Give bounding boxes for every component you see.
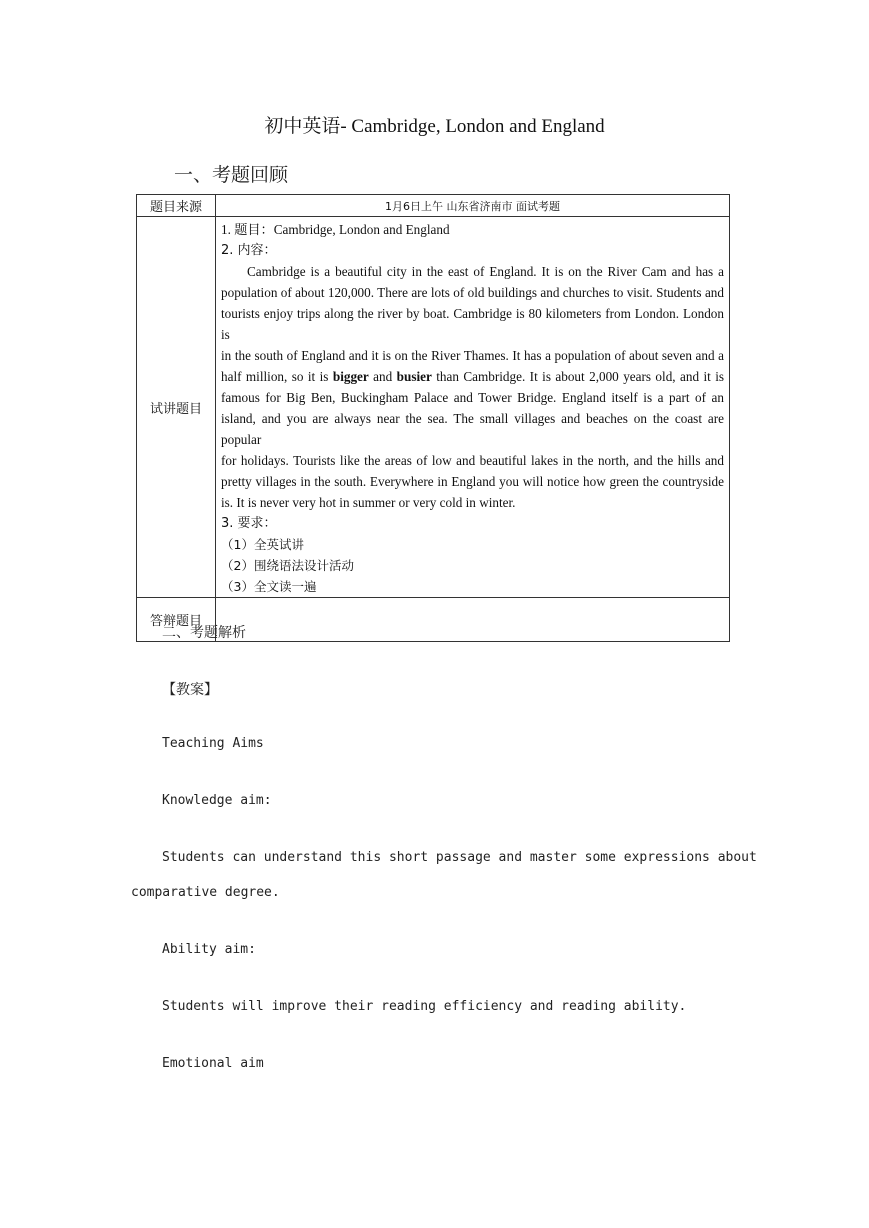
exam-question-table — [136, 194, 730, 642]
ability-aim-text: Students will improve their reading efficiency and reading ability. — [162, 999, 687, 1014]
passage-text: than Cambridge. It is about 2,000 years old, and it is — [431, 369, 725, 384]
requirement-item: （2）围绕语法设计活动 — [221, 558, 354, 573]
passage-line: population of about 120,000. There are lots of old buildings and churches to visit. Students and — [221, 285, 724, 300]
table-row-source — [137, 195, 730, 217]
defense-label: 答辩题目 — [137, 598, 216, 642]
content-label: 2. 内容： — [221, 243, 277, 258]
requirements-label: 3. 要求： — [221, 516, 277, 531]
ability-aim-heading: Ability aim: — [162, 942, 256, 957]
lecture-label: 试讲题目 — [137, 217, 216, 598]
teaching-aims-heading: Teaching Aims — [162, 736, 264, 751]
knowledge-aim-text: Students can understand this short passage and master some expressions about — [162, 850, 757, 865]
passage-text: and — [368, 369, 397, 384]
passage-line: Cambridge is a beautiful city in the east of England. It is on the River Cam and has a — [247, 264, 724, 279]
requirement-item: （1）全英试讲 — [221, 537, 304, 552]
passage-line: pretty villages in the south. Everywhere in England you will notice how green the countryside — [221, 474, 724, 489]
lecture-content — [216, 217, 730, 598]
table-row-lecture — [137, 217, 730, 598]
knowledge-aim-heading: Knowledge aim: — [162, 793, 272, 808]
section-heading-analysis: 二、考题解析 — [162, 625, 246, 641]
bold-word-bigger: bigger — [332, 369, 369, 384]
passage-line: is. It is never very hot in summer or very cold in winter. — [221, 495, 516, 510]
lesson-plan-heading: 【教案】 — [162, 682, 218, 698]
passage-line: famous for Big Ben, Buckingham Palace and Tower Bridge. England itself is a part of an — [221, 390, 724, 405]
defense-value — [216, 598, 730, 642]
knowledge-aim-text-continued: comparative degree. — [131, 885, 280, 900]
passage-line: island, and you are always near the sea. The small villages and beaches on the coast are popular — [221, 411, 724, 447]
requirement-item: （3）全文读一遍 — [221, 579, 317, 594]
passage-line: in the south of England and it is on the River Thames. It has a population of about seven and a — [221, 348, 724, 363]
passage-text: half million, so it is — [221, 369, 333, 384]
topic-line: 1. 题目：Cambridge, London and England — [221, 222, 450, 237]
emotional-aim-heading: Emotional aim — [162, 1056, 264, 1071]
passage-line — [221, 366, 724, 387]
source-value: 1月6日上午 山东省济南市 面试考题 — [216, 195, 730, 217]
section-heading-review: 一、考题回顾 — [174, 164, 289, 186]
source-label: 题目来源 — [137, 195, 216, 217]
passage-line: for holidays. Tourists like the areas of low and beautiful lakes in the north, and the hills and — [221, 453, 724, 468]
passage-line: tourists enjoy trips along the river by boat. Cambridge is 80 kilometers from London. London is — [221, 306, 724, 342]
page-title: 初中英语- Cambridge, London and England — [264, 116, 605, 137]
bold-word-busier: busier — [396, 369, 432, 384]
